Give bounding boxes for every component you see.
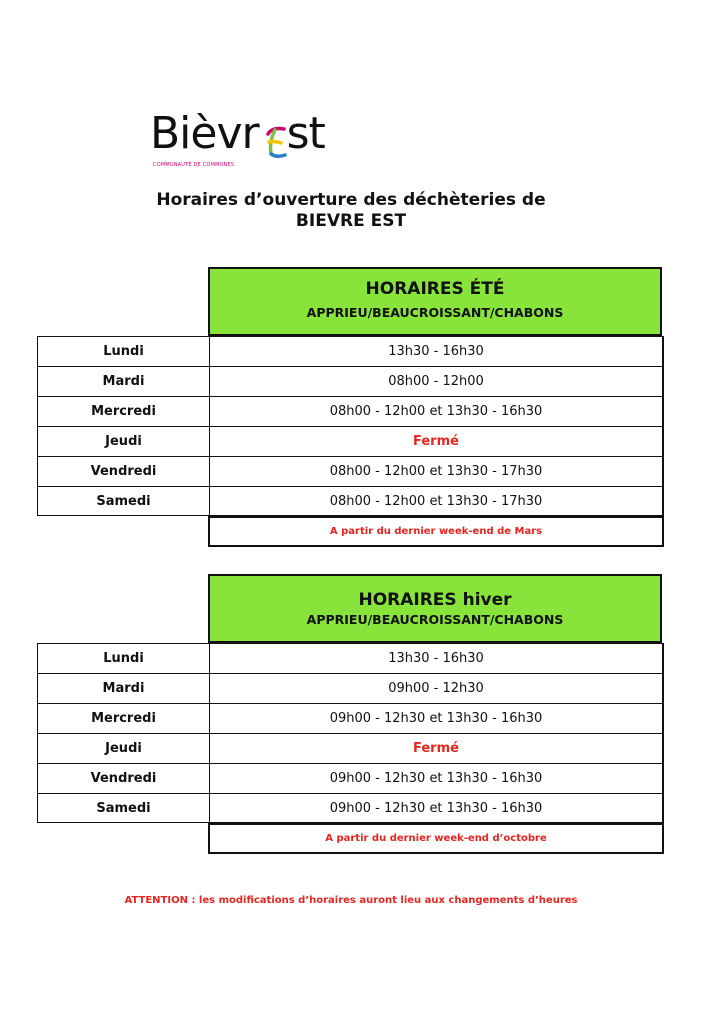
hours-value: 08h00 - 12h00 et 13h30 - 17h30 (209, 457, 664, 486)
winter-heading: HORAIRES hiver (358, 590, 512, 610)
day-label: Samedi (96, 800, 151, 816)
day-label: Mardi (102, 374, 145, 389)
day-label: Jeudi (105, 741, 142, 756)
hours-value: 09h00 - 12h30 et 13h30 - 16h30 (209, 794, 664, 822)
winter-header (208, 574, 662, 643)
table-row (37, 396, 664, 426)
hours-value: 08h00 - 12h00 et 13h30 - 17h30 (209, 487, 664, 515)
title-line-1: Horaires d’ouverture des déchèteries de (156, 190, 546, 210)
day-label: Vendredi (90, 771, 157, 786)
logo-tagline: COMMUNAUTÉ DE COMMUNES (153, 162, 235, 168)
summer-heading: HORAIRES ÉTÉ (365, 279, 505, 299)
attention-notice: ATTENTION : les modifications d’horaires auront lieu aux changements d’heures (124, 895, 578, 906)
hours-value: 08h00 - 12h00 et 13h30 - 16h30 (209, 397, 664, 426)
bievre-est-logo (150, 108, 350, 178)
hours-value: 13h30 - 16h30 (209, 337, 664, 366)
day-label: Jeudi (105, 434, 142, 449)
hours-value: 09h00 - 12h30 (209, 674, 664, 703)
summer-note: A partir du dernier week-end de Mars (208, 516, 664, 547)
table-row (37, 673, 664, 703)
hours-value: 08h00 - 12h00 (209, 367, 664, 396)
table-row (37, 486, 664, 516)
table-row (37, 426, 664, 456)
day-label: Lundi (103, 344, 144, 359)
day-label: Mercredi (91, 711, 156, 726)
closed-value: Fermé (209, 734, 664, 763)
winter-sites: APPRIEU/BEAUCROISSANT/CHABONS (306, 612, 564, 627)
logo-word-part2: st (286, 108, 325, 159)
summer-sites: APPRIEU/BEAUCROISSANT/CHABONS (306, 305, 564, 320)
day-label: Vendredi (90, 464, 157, 479)
logo-word-part1: Bièvr (150, 108, 259, 159)
hours-value: 09h00 - 12h30 et 13h30 - 16h30 (209, 764, 664, 793)
title-line-2: BIEVRE EST (295, 211, 407, 231)
winter-note: A partir du dernier week-end d’octobre (208, 823, 664, 854)
page-title (0, 190, 702, 232)
winter-table (37, 643, 664, 823)
table-row (37, 793, 664, 823)
day-label: Mercredi (91, 404, 156, 419)
table-row (37, 733, 664, 763)
table-row (37, 366, 664, 396)
hours-value: 13h30 - 16h30 (209, 644, 664, 673)
table-row (37, 643, 664, 673)
table-row (37, 336, 664, 366)
summer-header (208, 267, 662, 336)
hours-value: 09h00 - 12h30 et 13h30 - 16h30 (209, 704, 664, 733)
table-row (37, 703, 664, 733)
day-label: Mardi (102, 681, 145, 696)
table-row (37, 456, 664, 486)
day-label: Lundi (103, 651, 144, 666)
closed-value: Fermé (209, 427, 664, 456)
table-row (37, 763, 664, 793)
summer-table (37, 336, 664, 516)
day-label: Samedi (96, 493, 151, 509)
